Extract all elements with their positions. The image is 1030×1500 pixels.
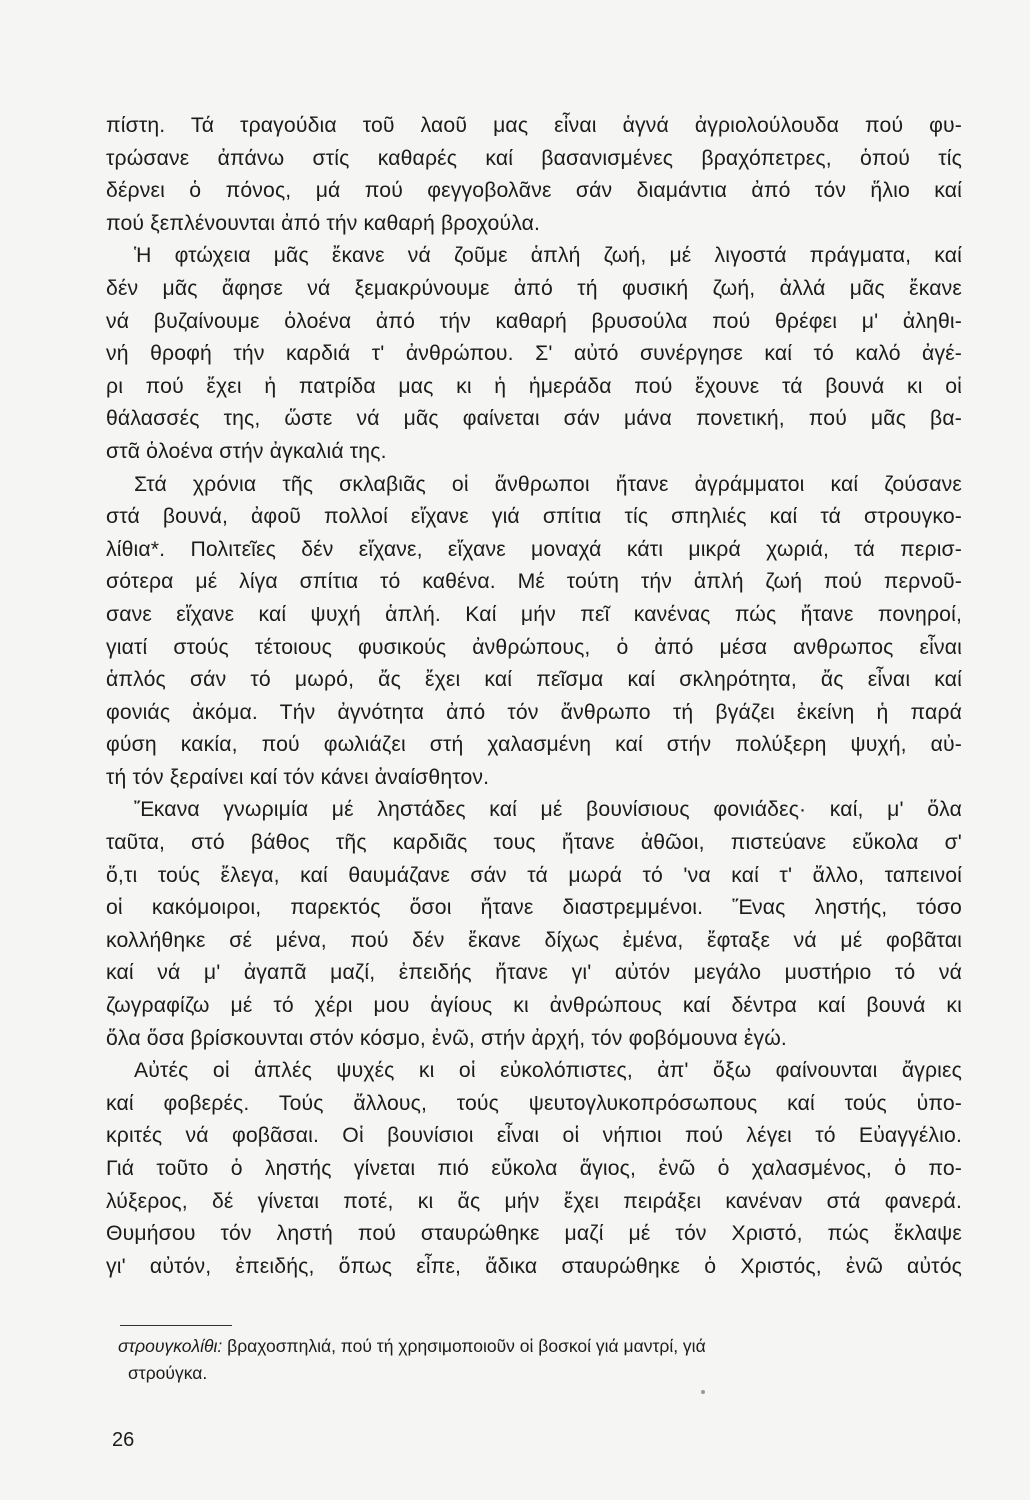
text-line: φύση κακία, πού φωλιάζει στή χαλασμένη καί στήν πολύξερη ψυχή, αὐ- [106,733,962,757]
text-line: καί φοβερές. Τούς ἄλλους, τούς ψευτογλυκοπρόσωπους καί τούς ὑπο- [106,1091,962,1115]
footnote-term: στρουγκολίθι: [118,1336,223,1356]
text-line: γιατί στούς τέτοιους φυσικούς ἀνθρώπους, ὁ ἀπό μέσα ανθρωπος εἶναι [106,635,962,659]
text-line: Ἡ φτώχεια μᾶς ἔκανε νά ζοῦμε ἁπλή ζωή, μέ λιγοστά πράγματα, καί [134,244,962,268]
text-line: τρώσανε ἀπάνω στίς καθαρές καί βασανισμένες βραχόπετρες, ὁπού τίς [106,146,962,170]
text-line: σανε εἴχανε καί ψυχή ἁπλή. Καί μήν πεῖ κανένας πώς ἤτανε πονηροί, [106,602,962,626]
text-line: Γιά τοῦτο ὁ ληστής γίνεται πιό εὔκολα ἅγιος, ἐνῶ ὁ χαλασμένος, ὁ πο- [106,1157,962,1180]
text-line: φονιάς ἀκόμα. Τήν ἀγνότητα ἀπό τόν ἄνθρωπο τή βγάζει ἐκείνη ἡ παρά [106,700,962,724]
text-line: Θυμήσου τόν ληστή πού σταυρώθηκε μαζί μέ τόν Χριστό, πώς ἔκλαψε [106,1222,962,1246]
footnote-continuation: στρούγκα. [128,1363,208,1383]
print-speck [701,1390,705,1394]
text-line: κριτές νά φοβᾶσαι. Οἱ βουνίσιοι εἶναι οἱ νήπιοι πού λέγει τό Εὐαγγέλιο. [106,1124,962,1148]
text-line: καί νά μ' ἀγαπᾶ μαζί, ἐπειδής ἤτανε γι' αὐτόν μεγάλο μυστήριο τό νά [106,961,962,985]
footnote-rule [120,1325,232,1326]
text-line: λύξερος, δέ γίνεται ποτέ, κι ἄς μήν ἔχει πειράξει κανέναν στά φανερά. [106,1189,962,1213]
text-line: Αὐτές οἱ ἁπλές ψυχές κι οἱ εὐκολόπιστες, ἀπ' ὄξω φαίνουνται ἄγριες [134,1059,962,1083]
body-text [106,110,962,1283]
text-line: Ἔκανα γνωριμία μέ ληστάδες καί μέ βουνίσιους φονιάδες· καί, μ' ὅλα [134,798,962,822]
text-line: ἁπλός σάν τό μωρό, ἄς ἔχει καί πεῖσμα καί σκληρότητα, ἄς εἶναι καί [106,668,962,692]
text-line: πίστη. Τά τραγούδια τοῦ λαοῦ μας εἶναι ἁγνά ἀγριολούλουδα πού φυ- [106,114,962,137]
text-line: Στά χρόνια τῆς σκλαβιᾶς οἱ ἄνθρωποι ἤτανε ἀγράμματοι καί ζούσανε [134,472,962,496]
text-line: οἱ κακόμοιροι, παρεκτός ὅσοι ἤτανε διαστρεμμένοι. Ἕνας ληστής, τόσο [106,896,962,920]
text-line: λίθια*. Πολιτεῖες δέν εἴχανε, εἴχανε μοναχά κάτι μικρά χωριά, τά περισ- [106,537,962,561]
text-line: ταῦτα, στό βάθος τῆς καρδιᾶς τους ἤτανε ἀθῶοι, πιστεύανε εὔκολα σ' [106,831,962,855]
page-number: 26 [112,1429,135,1451]
text-line: κολλήθηκε σέ μένα, πού δέν ἔκανε δίχως ἐμένα, ἔφταξε νά μέ φοβᾶται [106,928,962,952]
text-line: θάλασσές της, ὥστε νά μᾶς φαίνεται σάν μάνα πονετική, πού μᾶς βα- [106,407,962,431]
text-line: πού ξεπλένουνται ἀπό τήν καθαρή βροχούλα. [106,211,541,235]
text-line: στά βουνά, ἀφοῦ πολλοί εἴχανε γιά σπίτια τίς σπηλιές καί τά στρουγκο- [106,505,962,529]
text-line: νά βυζαίνουμε ὁλοένα ἀπό τήν καθαρή βρυσούλα πού θρέφει μ' ἀληθι- [106,309,962,333]
text-line: δέρνει ὁ πόνος, μά πού φεγγοβολᾶνε σάν διαμάντια ἀπό τόν ἥλιο καί [106,179,962,203]
footnote-line [106,1333,962,1360]
footnote [106,1333,962,1387]
text-line: σότερα μέ λίγα σπίτια τό καθένα. Μέ τούτη τήν ἁπλή ζωή πού περνοῦ- [106,570,962,594]
text-line: ρι πού ἔχει ἡ πατρίδα μας κι ἡ ἡμεράδα πού ἔχουνε τά βουνά κι οἱ [106,374,962,398]
text-line: δέν μᾶς ἄφησε νά ξεμακρύνουμε ἀπό τή φυσική ζωή, ἀλλά μᾶς ἔκανε [106,276,962,300]
text-line: γι' αὐτόν, ἐπειδής, ὅπως εἶπε, ἄδικα σταυρώθηκε ὁ Χριστός, ἐνῶ αὐτός [106,1254,962,1278]
footnote-definition: βραχοσπηλιά, πού τή χρησιμοποιοῦν οἱ βοσκοί γιά μαντρί, γιά [227,1336,706,1356]
text-line: νή θροφή τήν καρδιά τ' ἀνθρώπου. Σ' αὐτό συνέργησε καί τό καλό ἀγέ- [106,342,962,366]
text-line: ζωγραφίζω μέ τό χέρι μου ἁγίους κι ἀνθρώπους καί δέντρα καί βουνά κι [106,994,962,1018]
text-line: στᾶ ὁλοένα στήν ἀγκαλιά της. [106,439,387,463]
text-line: ὅ,τι τούς ἔλεγα, καί θαυμάζανε σάν τά μωρά τό 'να καί τ' ἄλλο, ταπεινοί [106,863,962,887]
text-line: τή τόν ξεραίνει καί τόν κάνει ἀναίσθητον. [106,765,490,789]
text-line: ὅλα ὅσα βρίσκουνται στόν κόσμο, ἐνῶ, στήν ἀρχή, τόν φοβόμουνα ἐγώ. [106,1026,787,1050]
